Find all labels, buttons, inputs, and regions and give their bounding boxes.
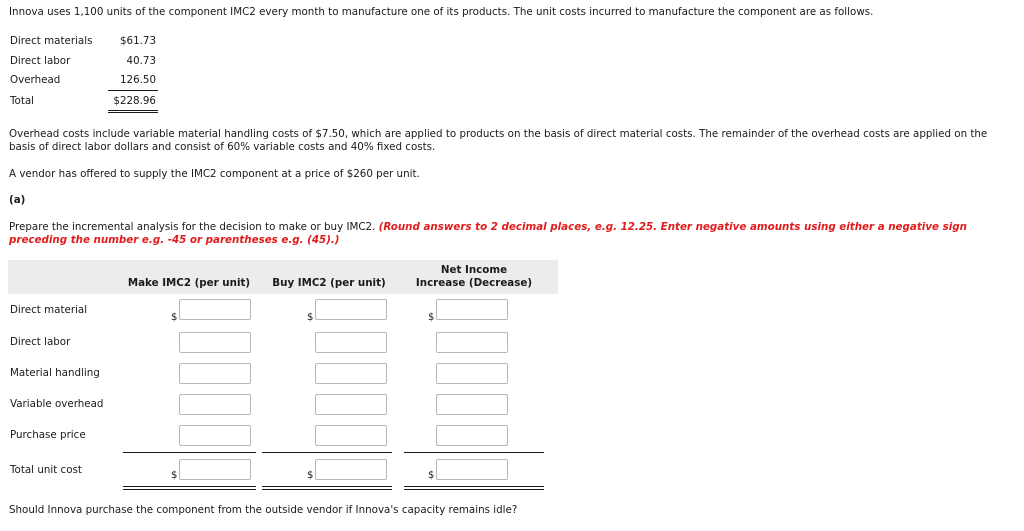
currency-symbol: $: [428, 470, 435, 481]
make-subtotal-rule: [123, 452, 256, 453]
make-material-handling-input[interactable]: [179, 363, 251, 384]
net-variable-overhead-input[interactable]: [436, 394, 508, 415]
vendor-note: A vendor has offered to supply the IMC2 component at a price of $260 per unit.: [9, 168, 420, 180]
currency-symbol: $: [171, 312, 178, 323]
make-total-rule-1: [123, 486, 256, 487]
col-header-net-line1: Net Income: [440, 264, 508, 276]
cost-label-direct-materials: Direct materials: [10, 35, 93, 47]
intro-text: Innova uses 1,100 units of the component IMC2 every month to manufacture one of its products. The unit costs incurred to manufacture the component are as follows.: [9, 6, 874, 18]
cost-value-total: $228.96: [113, 95, 156, 107]
net-total-rule-1: [404, 486, 544, 487]
col-header-buy: Buy IMC2 (per unit): [272, 277, 386, 289]
make-direct-labor-input[interactable]: [179, 332, 251, 353]
buy-total-input[interactable]: [315, 459, 387, 480]
net-material-handling-input[interactable]: [436, 363, 508, 384]
net-total-rule-2: [404, 489, 544, 490]
currency-symbol: $: [171, 470, 178, 481]
net-direct-labor-input[interactable]: [436, 332, 508, 353]
instruction-rounding-note: (Round answers to 2 decimal places, e.g. 12.25. Enter negative amounts using either a negative sign preceding the number e.g. -45 or parentheses e.g. (45).): [9, 221, 967, 246]
cost-value-direct-materials: $61.73: [119, 35, 156, 47]
net-purchase-price-input[interactable]: [436, 425, 508, 446]
row-label-direct-labor: Direct labor: [10, 336, 71, 348]
cost-label-direct-labor: Direct labor: [10, 55, 71, 67]
make-variable-overhead-input[interactable]: [179, 394, 251, 415]
row-label-variable-overhead: Variable overhead: [10, 398, 104, 410]
row-label-direct-material: Direct material: [10, 304, 88, 316]
col-header-make: Make IMC2 (per unit): [127, 277, 251, 289]
net-total-input[interactable]: [436, 459, 508, 480]
col-header-net-line2: Increase (Decrease): [415, 277, 533, 289]
make-purchase-price-input[interactable]: [179, 425, 251, 446]
buy-direct-material-input[interactable]: [315, 299, 387, 320]
col-header-net-income: [404, 264, 544, 290]
row-label-material-handling: Material handling: [10, 367, 100, 379]
part-label: (a): [9, 194, 26, 206]
cost-label-total: Total: [10, 95, 35, 107]
buy-direct-labor-input[interactable]: [315, 332, 387, 353]
question-text: Should Innova purchase the component from the outside vendor if Innova's capacity remains idle?: [9, 504, 518, 516]
cost-value-direct-labor: 40.73: [126, 55, 156, 67]
make-direct-material-input[interactable]: [179, 299, 251, 320]
buy-purchase-price-input[interactable]: [315, 425, 387, 446]
net-subtotal-rule: [404, 452, 544, 453]
make-total-input[interactable]: [179, 459, 251, 480]
buy-total-rule-2: [262, 489, 392, 490]
overhead-note: Overhead costs include variable material handling costs of $7.50, which are applied to products on the basis of direct material costs. The remainder of the overhead costs are applied on the basis of direct labor dollars and consist of 60% variable costs and 40% fixed costs.: [9, 128, 988, 153]
buy-total-rule-1: [262, 486, 392, 487]
instruction-text: Prepare the incremental analysis for the decision to make or buy IMC2.: [9, 221, 376, 233]
subtotal-rule: [108, 90, 158, 91]
row-label-purchase-price: Purchase price: [10, 429, 86, 441]
instruction: [9, 221, 1014, 247]
buy-material-handling-input[interactable]: [315, 363, 387, 384]
net-direct-material-input[interactable]: [436, 299, 508, 320]
currency-symbol: $: [307, 312, 314, 323]
buy-variable-overhead-input[interactable]: [315, 394, 387, 415]
total-rule-2: [108, 112, 158, 113]
make-total-rule-2: [123, 489, 256, 490]
cost-value-overhead: 126.50: [119, 74, 156, 86]
cost-label-overhead: Overhead: [10, 74, 61, 86]
row-label-total-unit-cost: Total unit cost: [10, 464, 82, 476]
total-rule-1: [108, 110, 158, 111]
currency-symbol: $: [428, 312, 435, 323]
buy-subtotal-rule: [262, 452, 392, 453]
currency-symbol: $: [307, 470, 314, 481]
